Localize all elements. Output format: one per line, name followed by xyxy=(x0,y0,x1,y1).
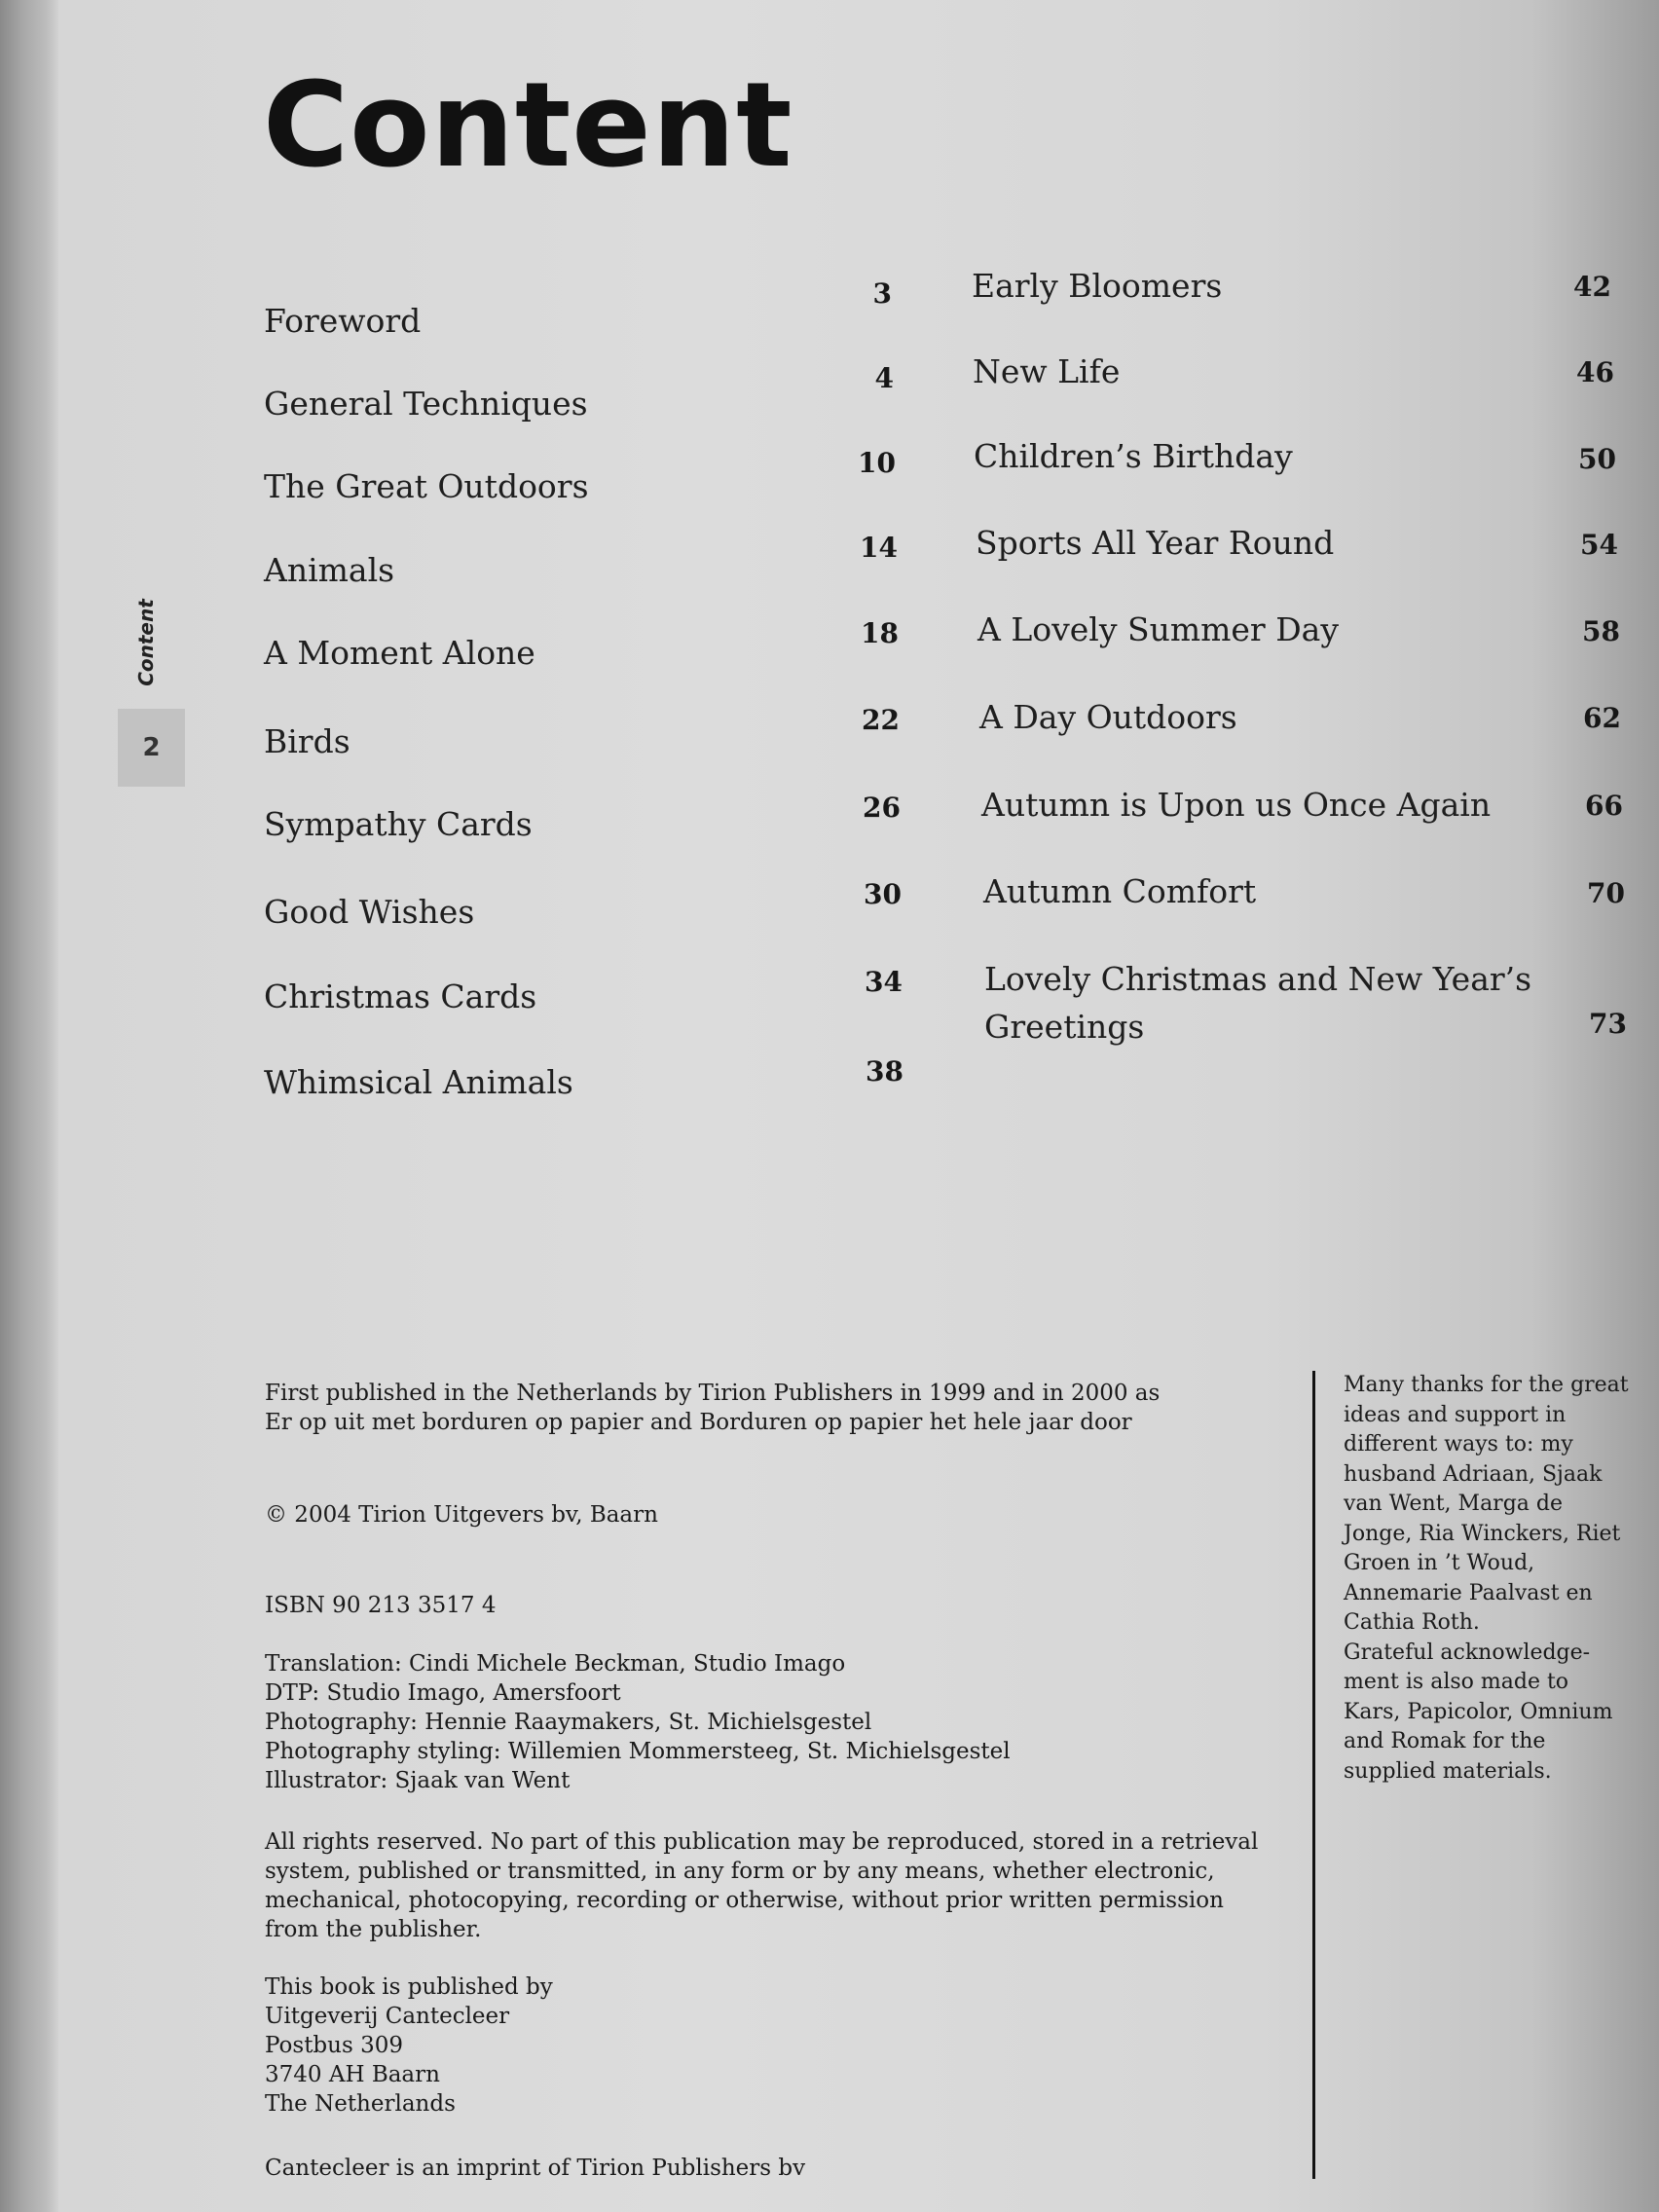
toc-entry-title: A Moment Alone xyxy=(264,634,535,672)
publication-history-line: First published in the Netherlands by Tirion Publishers in 1999 and in 2000 as xyxy=(265,1381,1161,1406)
credit-line: Translation: Cindi Michele Beckman, Studio Imago xyxy=(265,1651,846,1677)
thanks-line: Groen in ’t Woud, xyxy=(1344,1551,1535,1575)
toc-entry-title: Animals xyxy=(264,551,395,589)
publisher-line: Postbus 309 xyxy=(265,2033,403,2058)
rights-line: mechanical, photocopying, recording or otherwise, without prior written permission xyxy=(265,1888,1224,1913)
thanks-line: Grateful acknowledge- xyxy=(1344,1640,1591,1665)
toc-entry-title: Autumn is Upon us Once Again xyxy=(981,786,1492,824)
publisher-line: Uitgeverij Cantecleer xyxy=(265,2004,510,2029)
toc-entry-page: 10 xyxy=(858,447,896,479)
thanks-line: supplied materials. xyxy=(1344,1758,1552,1784)
thanks-line: and Romak for the xyxy=(1344,1729,1546,1753)
thanks-line: Annemarie Paalvast en xyxy=(1344,1580,1593,1605)
thanks-line: van Went, Marga de xyxy=(1344,1492,1563,1516)
toc-entry-title: Sports All Year Round xyxy=(976,524,1335,562)
thanks-line: Many thanks for the great xyxy=(1344,1373,1629,1397)
toc-entry-page: 50 xyxy=(1578,443,1616,475)
toc-entry-page: 18 xyxy=(861,617,899,649)
toc-entry-page: 38 xyxy=(866,1055,903,1088)
side-section-label-text: Content xyxy=(134,599,158,686)
thanks-line: Kars, Papicolor, Omnium xyxy=(1344,1699,1613,1724)
credit-line: DTP: Studio Imago, Amersfoort xyxy=(265,1680,621,1706)
toc-entry-page: 34 xyxy=(865,966,903,998)
thanks-line: Cathia Roth. xyxy=(1344,1610,1480,1635)
page-title: Content xyxy=(263,58,793,194)
toc-entry-title: Early Bloomers xyxy=(972,267,1223,305)
credits xyxy=(265,1649,1238,1795)
credit-line: Photography styling: Willemien Mommersteeg, St. Michielsgestel xyxy=(265,1739,1011,1764)
publication-history xyxy=(265,1379,1238,1437)
publisher-line: The Netherlands xyxy=(265,2091,456,2117)
thanks-line: Jonge, Ria Winckers, Riet xyxy=(1344,1521,1621,1546)
thanks-line: ment is also made to xyxy=(1344,1670,1569,1694)
toc-entry-page: 46 xyxy=(1576,356,1614,388)
toc-entry-page: 22 xyxy=(862,704,900,736)
rights-line: All rights reserved. No part of this publication may be reproduced, stored in a retrieval xyxy=(265,1829,1259,1855)
side-section-label xyxy=(127,599,166,686)
toc-entry-page: 42 xyxy=(1573,271,1611,303)
toc-entry-title: Birds xyxy=(264,722,350,760)
toc-entry-title: Good Wishes xyxy=(264,893,475,931)
toc-entry-page: 3 xyxy=(872,277,892,310)
thanks-line: different ways to: my xyxy=(1344,1432,1573,1456)
toc-entry-title: General Techniques xyxy=(264,385,588,423)
toc-entry-page: 66 xyxy=(1585,790,1623,822)
publisher-line: 3740 AH Baarn xyxy=(265,2062,440,2087)
toc-entry-page: 58 xyxy=(1582,615,1620,647)
imprint-text: Cantecleer is an imprint of Tirion Publishers bv xyxy=(265,2156,806,2181)
toc-entry-title: A Day Outdoors xyxy=(979,698,1237,736)
book-spine xyxy=(0,0,58,2212)
acknowledgements xyxy=(1344,1371,1636,1787)
thanks-line: husband Adriaan, Sjaak xyxy=(1344,1461,1603,1487)
toc-entry-page: 73 xyxy=(1589,1008,1627,1040)
isbn xyxy=(265,1591,1238,1620)
toc-entry-page: 14 xyxy=(860,532,898,564)
column-divider xyxy=(1312,1371,1315,2179)
credit-line: Illustrator: Sjaak van Went xyxy=(265,1768,571,1793)
toc-entry-page: 4 xyxy=(874,362,894,394)
rights-line: from the publisher. xyxy=(265,1917,482,1942)
toc-entry-page: 30 xyxy=(864,878,902,910)
toc-entry-page: 54 xyxy=(1580,529,1618,561)
copyright-text: © 2004 Tirion Uitgevers bv, Baarn xyxy=(265,1502,658,1528)
page-number-box xyxy=(118,709,185,787)
toc-entry-page: 70 xyxy=(1587,877,1625,909)
publication-history-line: Er op uit met borduren op papier and Borduren op papier het hele jaar door xyxy=(265,1410,1132,1435)
rights-line: system, published or transmitted, in any form or by any means, whether electronic, xyxy=(265,1859,1215,1884)
toc-entry-title: Children’s Birthday xyxy=(974,437,1293,475)
toc-entry-title-continued: Greetings xyxy=(984,1008,1145,1046)
publisher-line: This book is published by xyxy=(265,1974,553,2000)
imprint xyxy=(265,2154,1238,2183)
toc-entry-title: A Lovely Summer Day xyxy=(977,610,1339,648)
toc-entry-page: 62 xyxy=(1583,702,1621,734)
toc-entry-title: Lovely Christmas and New Year’s xyxy=(984,960,1532,998)
credit-line: Photography: Hennie Raaymakers, St. Michielsgestel xyxy=(265,1710,872,1735)
toc-entry-title: New Life xyxy=(973,352,1121,390)
toc-entry-title: The Great Outdoors xyxy=(264,467,589,505)
publisher-address xyxy=(265,1972,1238,2119)
toc-entry-title: Whimsical Animals xyxy=(264,1063,573,1101)
toc-entry-title: Christmas Cards xyxy=(264,977,537,1015)
toc-entry-page: 26 xyxy=(863,792,901,824)
toc-entry-title: Foreword xyxy=(264,302,422,340)
isbn-text: ISBN 90 213 3517 4 xyxy=(265,1593,497,1618)
copyright xyxy=(265,1500,1238,1530)
rights-notice xyxy=(265,1827,1259,1944)
toc-entry-title: Autumn Comfort xyxy=(983,872,1257,910)
thanks-line: ideas and support in xyxy=(1344,1402,1567,1427)
toc-entry-title: Sympathy Cards xyxy=(264,805,533,843)
page-number: 2 xyxy=(142,733,161,762)
